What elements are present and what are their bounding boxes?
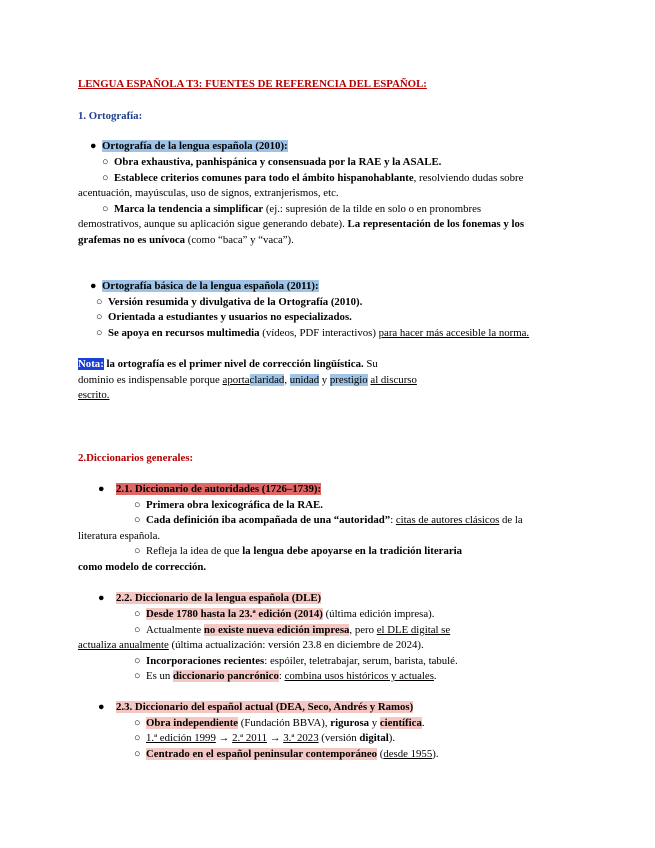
list-item-dle	[98, 592, 321, 605]
section-heading-diccionarios: 2.Diccionarios generales:	[78, 452, 194, 464]
item-title: Ortografía básica de la lengua española (2011):	[102, 280, 319, 292]
bullet-circle-icon: ○	[134, 624, 141, 636]
sub-item: ○ Se apoya en recursos multimedia (vídeos, PDF interactivos) para hacer más accesible la norma.	[96, 327, 530, 339]
sub-item: ○ Desde 1780 hasta la 23.ª edición (2014) (última edición impresa).	[134, 608, 435, 620]
bullet-circle-icon: ○	[134, 545, 141, 557]
note-line: dominio es indispensable porque aportaclaridad, unidad y prestigio al discurso	[78, 374, 417, 386]
sub-item: ○ Cada definición iba acompañada de una “autoridad”: citas de autores clásicos de la	[134, 514, 523, 526]
sub-item-continuation: demostrativos, aunque su aplicación sigue generando debate). La representación de los fonemas y los	[78, 218, 525, 230]
bullet-circle-icon: ○	[102, 172, 109, 184]
bullet-circle-icon: ○	[134, 608, 141, 620]
item-title: 2.2. Diccionario de la lengua española (DLE)	[116, 592, 322, 604]
sub-item: ○ 1.ª edición 1999 → 2.ª 2011 → 3.ª 2023 (versión digital).	[134, 732, 396, 744]
bullet-disc-icon: ●	[90, 280, 97, 292]
bullet-disc-icon: ●	[98, 483, 105, 495]
bullet-circle-icon: ○	[102, 203, 109, 215]
item-title: Ortografía de la lengua española (2010):	[102, 140, 288, 152]
sub-item: ○ Obra exhaustiva, panhispánica y consensuada por la RAE y la ASALE.	[102, 156, 442, 168]
item-title: 2.1. Diccionario de autoridades (1726–1739):	[116, 483, 322, 495]
sub-item: ○ Refleja la idea de que la lengua debe apoyarse en la tradición literaria	[134, 545, 463, 557]
sub-item: ○ Primera obra lexicográfica de la RAE.	[134, 499, 323, 511]
note-line: escrito.	[78, 389, 110, 401]
bullet-disc-icon: ●	[98, 592, 105, 604]
sub-item-continuation: como modelo de corrección.	[78, 561, 207, 573]
sub-item: ○ Centrado en el español peninsular contemporáneo (desde 1955).	[134, 748, 439, 760]
note-label: Nota:	[78, 358, 104, 370]
list-item-autoridades	[98, 483, 321, 496]
sub-item: ○ Actualmente no existe nueva edición impresa, pero el DLE digital se	[134, 624, 451, 636]
sub-item-continuation: grafemas no es unívoca (como “baca” y “vaca”).	[78, 234, 294, 246]
sub-item-continuation: actualiza anualmente (última actualización: versión 23.8 en diciembre de 2024).	[78, 639, 424, 651]
bullet-disc-icon: ●	[90, 140, 97, 152]
sub-item: ○ Orientada a estudiantes y usuarios no especializados.	[96, 311, 352, 323]
sub-item-continuation: acentuación, mayúsculas, uso de signos, extranjerismos, etc.	[78, 187, 339, 199]
bullet-circle-icon: ○	[134, 655, 141, 667]
note-line: Nota: la ortografía es el primer nivel de corrección lingüística. Su	[78, 358, 378, 370]
sub-item: ○ Establece criterios comunes para todo el ámbito hispanohablante, resolviendo dudas sobre	[102, 172, 524, 184]
bullet-circle-icon: ○	[102, 156, 109, 168]
bullet-circle-icon: ○	[96, 296, 103, 308]
sub-item: ○ Incorporaciones recientes: espóiler, teletrabajar, serum, barista, tabulé.	[134, 655, 458, 667]
bullet-circle-icon: ○	[134, 514, 141, 526]
bullet-circle-icon: ○	[134, 499, 141, 511]
list-item-dea	[98, 701, 413, 714]
bullet-circle-icon: ○	[96, 327, 103, 339]
bullet-circle-icon: ○	[96, 311, 103, 323]
document-title: LENGUA ESPAÑOLA T3: FUENTES DE REFERENCIA DEL ESPAÑOL:	[78, 78, 427, 90]
item-title: 2.3. Diccionario del español actual (DEA, Seco, Andrés y Ramos)	[116, 701, 414, 713]
bullet-circle-icon: ○	[134, 670, 141, 682]
bullet-disc-icon: ●	[98, 701, 105, 713]
bullet-circle-icon: ○	[134, 717, 141, 729]
sub-item: ○ Versión resumida y divulgativa de la Ortografía (2010).	[96, 296, 363, 308]
sub-item: ○ Marca la tendencia a simplificar (ej.: supresión de la tilde en solo o en pronombres	[102, 203, 482, 215]
list-item-ortografia-2011	[90, 280, 319, 293]
section-heading-ortografia: 1. Ortografía:	[78, 110, 143, 122]
list-item-ortografia-2010	[90, 140, 288, 153]
sub-item: ○ Es un diccionario pancrónico: combina usos históricos y actuales.	[134, 670, 437, 682]
sub-item-continuation: literatura española.	[78, 530, 161, 542]
bullet-circle-icon: ○	[134, 732, 141, 744]
bullet-circle-icon: ○	[134, 748, 141, 760]
sub-item: ○ Obra independiente (Fundación BBVA), rigurosa y científica.	[134, 717, 425, 729]
